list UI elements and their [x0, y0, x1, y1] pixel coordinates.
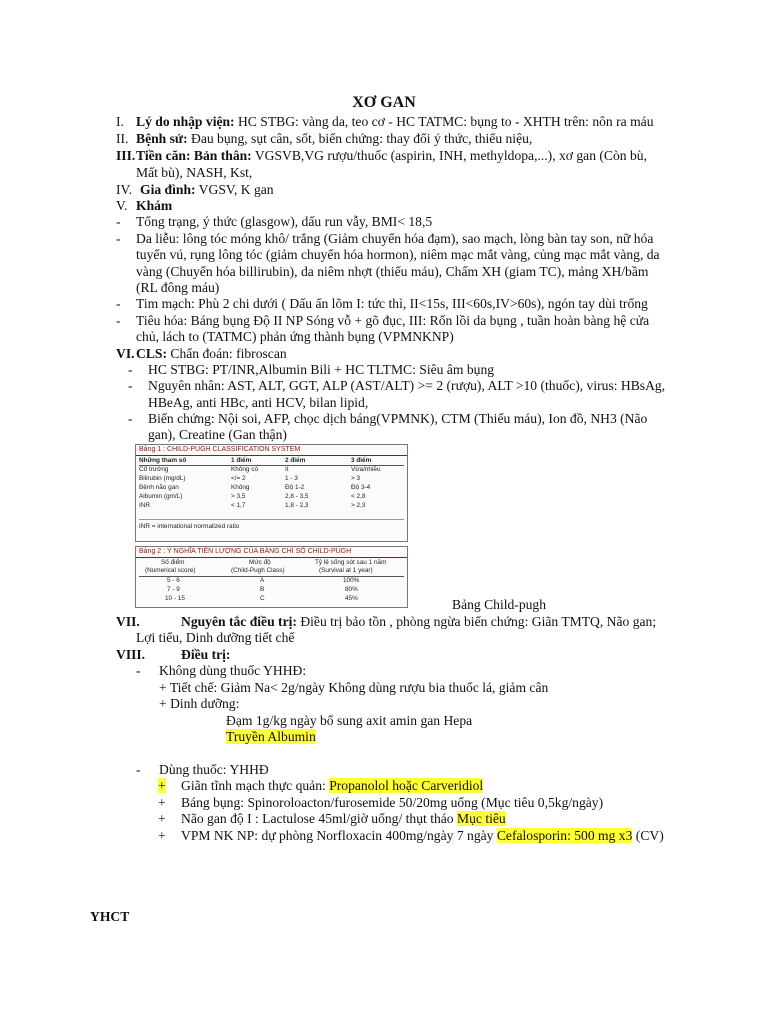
highlighted-text: Truyền Albumin [226, 729, 316, 744]
section-label: Gia đình: [140, 182, 196, 197]
table-cell: Độ 3-4 [351, 484, 371, 491]
section-label: CLS: [136, 346, 167, 361]
cls-item: Biến chứng: Nội soi, AFP, chọc dịch báng(VPMNK), CTM (Thiếu máu), Ion đồ, NH3 (Não [148, 411, 648, 426]
table-cell: < 2,8 [351, 493, 366, 500]
section-text: HC STBG: vàng da, teo cơ - HC TATMC: bụng to - XHTH trên: nôn ra máu [234, 114, 654, 129]
bullet-dash: - [128, 362, 133, 377]
section-past-history [136, 147, 647, 164]
section-principles [181, 613, 656, 630]
cls-item-cont: HBeAg, anti HBc, anti HCV, bilan lipid, [148, 395, 369, 410]
section-exam-label: Khám [136, 198, 173, 213]
section-number: I. [116, 114, 124, 129]
footer-heading: YHCT [90, 909, 130, 924]
section-label: Nguyên tắc điều trị: [181, 614, 297, 629]
table-caption: Bảng 2 : Ý NGHĨA TIÊN LƯỢNG CỦA BẢNG CHỈ SỐ CHILD-PUGH [136, 547, 407, 558]
table-caption: Bảng 1 : CHILD-PUGH CLASSIFICATION SYSTEM [136, 445, 407, 456]
highlighted-text: Mục tiêu [457, 811, 506, 826]
table-grid [139, 457, 404, 537]
plus-bullet: + [158, 795, 166, 810]
table-header-cell: (Numerical score) [145, 567, 196, 574]
table-cell: > 3,5 [231, 493, 246, 500]
drug-title: Dùng thuốc: YHHĐ [159, 762, 269, 777]
table-cell: 2,8 - 3,5 [285, 493, 309, 500]
table-header-cell: 2 điểm [285, 457, 306, 464]
drug-text: VPM NK NP: dự phòng Norfloxacin 400mg/ngày 7 ngày [181, 828, 497, 843]
exam-item: Tổng trạng, ý thức (glasgow), dấu run vẫy, BMI< 18,5 [136, 214, 433, 229]
bullet-dash: - [116, 313, 121, 328]
table-cell: 10 - 15 [165, 595, 185, 602]
section-number: V. [116, 198, 128, 213]
drug-text: Báng bụng: Spinoroloacton/furosemide 50/20mg uống (Mục tiêu 0,5kg/ngày) [181, 795, 604, 810]
bullet-dash: - [116, 296, 121, 311]
table-header-cell: 3 điểm [351, 457, 372, 464]
highlighted-text: Propanolol hoặc Carveridiol [329, 778, 484, 793]
section-family [140, 181, 274, 198]
section-label: Lý do nhập viện: [136, 114, 235, 129]
section-text: Đau bụng, sụt cân, sốt, biến chứng: thay đổi ý thức, thiểu niệu, [187, 131, 533, 146]
table-cell: C [260, 595, 265, 602]
table-cell: Không [231, 484, 250, 491]
section-text-cont: Mất bù), NASH, Kst, [136, 165, 253, 180]
prognosis-table [135, 546, 408, 608]
table-cell: B [260, 586, 265, 593]
section-number: VII. [116, 614, 140, 629]
table-cell: < 1,7 [231, 502, 246, 509]
table-cell: > 3 [351, 475, 361, 482]
albumin-line [226, 728, 316, 745]
table-grid [139, 559, 404, 605]
table-footnote: INR = international normalized ratio [139, 523, 240, 530]
table-cell: INR [139, 502, 151, 509]
section-cls [136, 345, 287, 362]
table-header-cell: Số điểm [161, 559, 185, 566]
exam-item-cont: chủ, lách to (TATMC) phản ứng thành bụng (VPMNKNP) [136, 329, 454, 344]
exam-item: Da liễu: lông tóc móng khô/ trắng (Giảm chuyển hóa đạm), sao mạch, lòng bàn tay son, nữ hóa [136, 231, 654, 246]
section-reason [136, 113, 654, 130]
section-number: IV. [116, 182, 132, 197]
section-number: VI. [116, 346, 135, 361]
table-caption-label: Bảng Child-pugh [452, 597, 547, 612]
drug-text-after: (CV) [632, 828, 664, 843]
exam-item-cont: vàng (Chuyển hóa billirubin), da niêm nhợt (thiếu máu), Chấm XH (giam TC), mảng XH/bầm [136, 264, 649, 279]
section-text-cont: Lợi tiểu, Dinh dưỡng tiết chế [136, 630, 295, 645]
table-cell: </= 2 [231, 475, 246, 482]
table-cell: A [260, 577, 265, 584]
table-header-cell: Tỷ lệ sống sót sau 1 năm [315, 559, 387, 566]
bullet-dash: - [116, 214, 121, 229]
table-cell: Bệnh não gan [139, 484, 179, 491]
section-number: VIII. [116, 647, 146, 662]
section-text: Chẩn đoán: fibroscan [166, 346, 287, 361]
exam-item-cont: (RL đông máu) [136, 280, 220, 295]
table-cell: Không có [231, 466, 259, 473]
cls-item: HC STBG: PT/INR,Albumin Bili + HC TLTMC: Siêu âm bụng [148, 362, 495, 377]
drug-item [181, 794, 603, 811]
table-header-cell: 1 điểm [231, 457, 252, 464]
table-cell: 80% [345, 586, 358, 593]
table-cell: Độ 1-2 [285, 484, 305, 491]
bullet-dash: - [128, 378, 133, 393]
exam-item: Tim mạch: Phù 2 chi dưới ( Dấu ấn lõm I: tức thì, II<15s, III<60s,IV>60s), ngón tay dùi trống [136, 296, 648, 311]
section-label: Tiền căn: Bản thân: [136, 148, 252, 163]
drug-item [181, 827, 664, 844]
diet-line: + Tiết chế: Giảm Na< 2g/ngày Không dùng rượu bia thuốc lá, giảm cân [159, 680, 549, 695]
table-cell: > 2,3 [351, 502, 366, 509]
exam-item: Tiêu hóa: Báng bụng Độ II NP Sóng vỗ + gõ đục, III: Rốn lồi da bụng , tuần hoàn bàng hệ cửa [136, 313, 650, 328]
table-cell: Vừa/nhiều [351, 466, 381, 473]
table-cell: ít [285, 466, 289, 473]
drug-item [181, 777, 483, 794]
table-cell: 45% [345, 595, 358, 602]
table-cell: 100% [343, 577, 360, 584]
plus-bullet: + [158, 811, 166, 826]
section-text: VGSV, K gan [195, 182, 274, 197]
plus-bullet: + [158, 778, 166, 793]
section-treatment-label: Điều trị: [181, 647, 231, 662]
table-cell: 7 - 9 [167, 586, 180, 593]
cls-item: Nguyên nhân: AST, ALT, GGT, ALP (AST/ALT) >= 2 (rượu), ALT >10 (thuốc), virus: HBsAg, [148, 378, 666, 393]
bullet-dash: - [136, 762, 141, 777]
drug-text: Não gan độ I : Lactulose 45ml/giờ uống/ thụt tháo [181, 811, 457, 826]
table-header-cell: Mức độ [249, 559, 271, 566]
table-rule [139, 519, 404, 520]
bullet-dash: - [128, 411, 133, 426]
plus-bullet: + [158, 828, 166, 843]
drug-item [181, 810, 506, 827]
section-text: Điều trị bảo tồn , phòng ngừa biến chứng: Giãn TMTQ, Não gan; [296, 614, 657, 629]
table-cell: 1 - 3 [285, 475, 298, 482]
nutrition-line: + Dinh dưỡng: [159, 696, 240, 711]
section-label: Bệnh sử: [136, 131, 188, 146]
protein-line: Đạm 1g/kg ngày bổ sung axit amin gan Hepa [226, 713, 473, 728]
no-drug-title: Không dùng thuốc YHHĐ: [159, 663, 307, 678]
table-cell: Albumin (gm/L) [139, 493, 183, 500]
drug-text: Giãn tĩnh mạch thực quản: [181, 778, 330, 793]
highlighted-text: Cefalosporin: 500 mg x3 [496, 828, 633, 843]
table-cell: Cổ trướng [139, 466, 169, 473]
section-number: III. [116, 148, 136, 163]
table-header-cell: (Survival at 1 year) [319, 567, 373, 574]
child-pugh-table [135, 444, 408, 542]
table-cell: Bilirubin (mg/dL) [139, 475, 186, 482]
table-cell: 5 - 6 [167, 577, 180, 584]
table-header-cell: Những tham số [139, 457, 187, 464]
bullet-dash: - [136, 663, 141, 678]
cls-item-cont: gan), Creatine (Gan thận) [148, 427, 287, 442]
document-title: XƠ GAN [352, 94, 416, 111]
section-number: II. [116, 131, 129, 146]
section-text: VGSVB,VG rượu/thuốc (aspirin, INH, methyldopa,...), xơ gan (Còn bù, [251, 148, 647, 163]
exam-item-cont: tuyến vú, rụng lông tóc (giảm chuyển hóa hormon), niêm mạc mắt vàng, củng mạc mắt vàng, da [136, 247, 660, 262]
section-history [136, 130, 532, 147]
table-header-cell: (Child-Pugh Class) [231, 567, 285, 574]
bullet-dash: - [116, 231, 121, 246]
table-cell: 1,8 - 2,3 [285, 502, 309, 509]
